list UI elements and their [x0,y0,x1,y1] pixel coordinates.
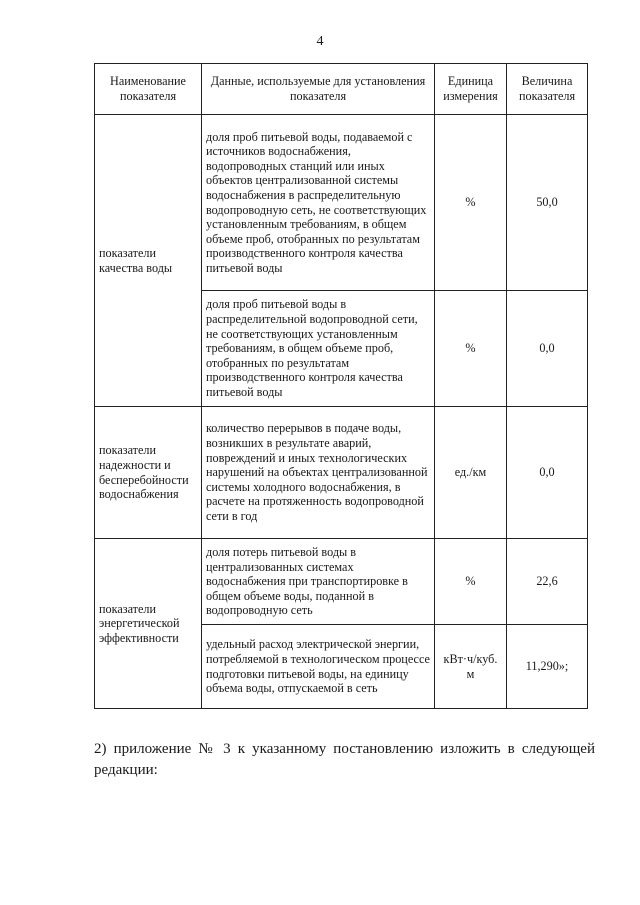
row-value: 11,290»; [507,625,588,709]
indicators-table [94,63,588,709]
row-value: 0,0 [507,291,588,407]
row-description: удельный расход электрической энергии, потребляемой в технологическом процессе подготовки питьевой воды, на единицу объема воды, отпускаемой в сеть [202,625,435,709]
header-value: Величина показателя [507,64,588,115]
table-row [95,407,588,539]
row-description: количество перерывов в подаче воды, возникших в результате аварий, повреждений и иных технологических нарушений на объектах централизованной системы холодного водоснабжения, в расчете на протяженность водопроводной сети в год [202,407,435,539]
group-energy-efficiency: показатели энергетической эффективности [95,539,202,709]
row-unit: кВт·ч/куб. м [435,625,507,709]
page-number: 4 [316,34,324,49]
header-unit: Единица измерения [435,64,507,115]
row-unit: % [435,291,507,407]
table-row [95,539,588,625]
group-water-quality: показатели качества воды [95,115,202,407]
group-reliability: показатели надежности и бесперебойности водоснабжения [95,407,202,539]
row-unit: % [435,115,507,291]
row-description: доля проб питьевой воды, подаваемой с источников водоснабжения, водопроводных станций или иных объектов централизованной системы водоснабжения в распределительную водопроводную сеть, не соответствующих установленным требованиям, в общем объеме проб, отобранных по результатам производственного контроля качества питьевой воды [202,115,435,291]
row-value: 22,6 [507,539,588,625]
table-header-row [95,64,588,115]
row-description: доля проб питьевой воды в распределительной водопроводной сети, не соответствующих установленным требованиям, в общем объеме проб, отобранных по результатам производственного контроля качества питьевой воды [202,291,435,407]
amendment-paragraph: 2) приложение № 3 к указанному постановлению изложить в следующей редакции: [94,741,595,778]
header-indicator-name: Наименование показателя [95,64,202,115]
table-row [95,115,588,291]
row-unit: ед./км [435,407,507,539]
row-value: 50,0 [507,115,588,291]
header-data-used: Данные, используемые для установления показателя [202,64,435,115]
row-unit: % [435,539,507,625]
row-value: 0,0 [507,407,588,539]
row-description: доля потерь питьевой воды в централизованных системах водоснабжения при транспортировке в общем объеме воды, поданной в водопроводную сеть [202,539,435,625]
